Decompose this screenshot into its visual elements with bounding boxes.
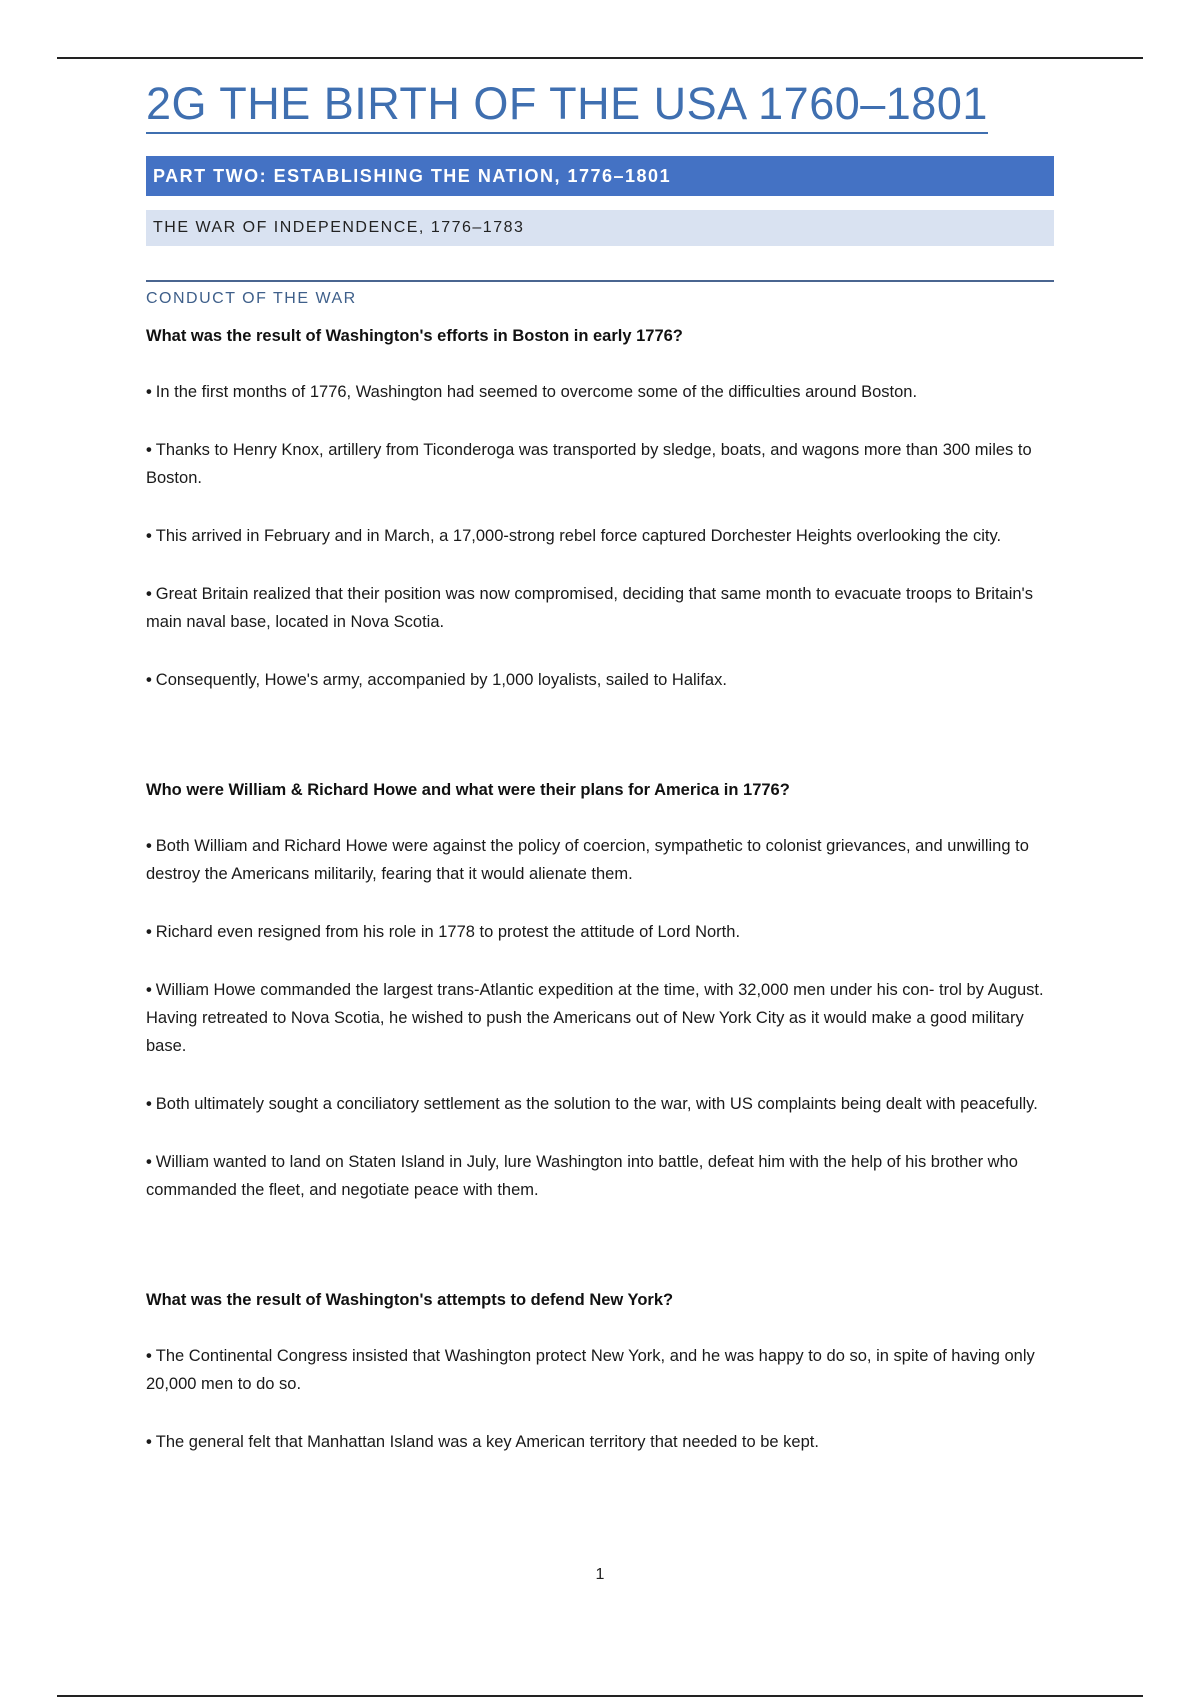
bullet-marker: • (146, 1433, 152, 1451)
bullet-marker: • (146, 1153, 152, 1171)
bullet-text: Richard even resigned from his role in 1778 to protest the attitude of Lord North. (155, 923, 741, 941)
bullet-marker: • (146, 1095, 152, 1113)
bullet-text: Thanks to Henry Knox, artillery from Ticonderoga was transported by sledge, boats, and wagons more than 300 miles to Boston. (146, 441, 1032, 487)
question-heading: What was the result of Washington's attempts to defend New York? (146, 1291, 674, 1309)
bullet-item (146, 1090, 1054, 1118)
bullet-item (146, 1342, 1054, 1398)
question-heading: Who were William & Richard Howe and what were their plans for America in 1776? (146, 781, 790, 799)
page-number: 1 (595, 1566, 605, 1583)
bullet-marker: • (146, 837, 152, 855)
question-block-boston (146, 324, 1054, 694)
bullet-marker: • (146, 1347, 152, 1365)
bullet-item (146, 666, 1054, 694)
part-heading-banner: PART TWO: ESTABLISHING THE NATION, 1776–1801 (146, 156, 1054, 196)
bullet-text: Consequently, Howe's army, accompanied by 1,000 loyalists, sailed to Halifax. (155, 671, 727, 689)
bullet-item (146, 378, 1054, 406)
bullet-text: The Continental Congress insisted that Washington protect New York, and he was happy to do so, in spite of having only 20,000 men to do so. (146, 1347, 1035, 1393)
bullet-text: Both ultimately sought a conciliatory settlement as the solution to the war, with US complaints being dealt with peacefully. (155, 1095, 1038, 1113)
bullet-item (146, 918, 1054, 946)
bullet-text: William wanted to land on Staten Island in July, lure Washington into battle, defeat him with the help of his brother who commanded the fleet, and negotiate peace with them. (146, 1153, 1018, 1199)
subsection-heading: CONDUCT OF THE WAR (146, 290, 357, 307)
bullet-item (146, 522, 1054, 550)
page-bottom-rule (57, 1695, 1143, 1697)
bullet-text: In the first months of 1776, Washington had seemed to overcome some of the difficulties around Boston. (155, 383, 918, 401)
bullet-item (146, 976, 1054, 1060)
bullet-text: William Howe commanded the largest trans-Atlantic expedition at the time, with 32,000 men under his con- trol by August. Having retreated to Nova Scotia, he wished to push the Americans out of New York City as it would make a good military base. (146, 981, 1044, 1055)
page-top-rule (57, 57, 1143, 59)
bullet-marker: • (146, 981, 152, 999)
question-block-howe-brothers (146, 778, 1054, 1204)
question-heading: What was the result of Washington's efforts in Boston in early 1776? (146, 327, 683, 345)
bullet-marker: • (146, 383, 152, 401)
question-block-new-york (146, 1288, 1054, 1456)
document-body (146, 76, 1054, 1456)
bullet-item (146, 1428, 1054, 1456)
bullet-item (146, 580, 1054, 636)
bullet-item (146, 1148, 1054, 1204)
bullet-item (146, 436, 1054, 492)
bullet-marker: • (146, 527, 152, 545)
bullet-marker: • (146, 671, 152, 689)
document-title: 2G THE BIRTH OF THE USA 1760–1801 (146, 76, 988, 134)
bullet-text: Both William and Richard Howe were against the policy of coercion, sympathetic to colonist grievances, and unwilling to destroy the Americans militarily, fearing that it would alienate them. (146, 837, 1029, 883)
bullet-text: The general felt that Manhattan Island was a key American territory that needed to be kept. (155, 1433, 819, 1451)
bullet-marker: • (146, 441, 152, 459)
bullet-item (146, 832, 1054, 888)
section-heading-banner: THE WAR OF INDEPENDENCE, 1776–1783 (146, 210, 1054, 246)
bullet-text: This arrived in February and in March, a 17,000-strong rebel force captured Dorchester Heights overlooking the city. (155, 527, 1002, 545)
bullet-marker: • (146, 923, 152, 941)
subsection-rule (146, 280, 1054, 282)
bullet-text: Great Britain realized that their position was now compromised, deciding that same month to evacuate troops to Britain's main naval base, located in Nova Scotia. (146, 585, 1033, 631)
bullet-marker: • (146, 585, 152, 603)
